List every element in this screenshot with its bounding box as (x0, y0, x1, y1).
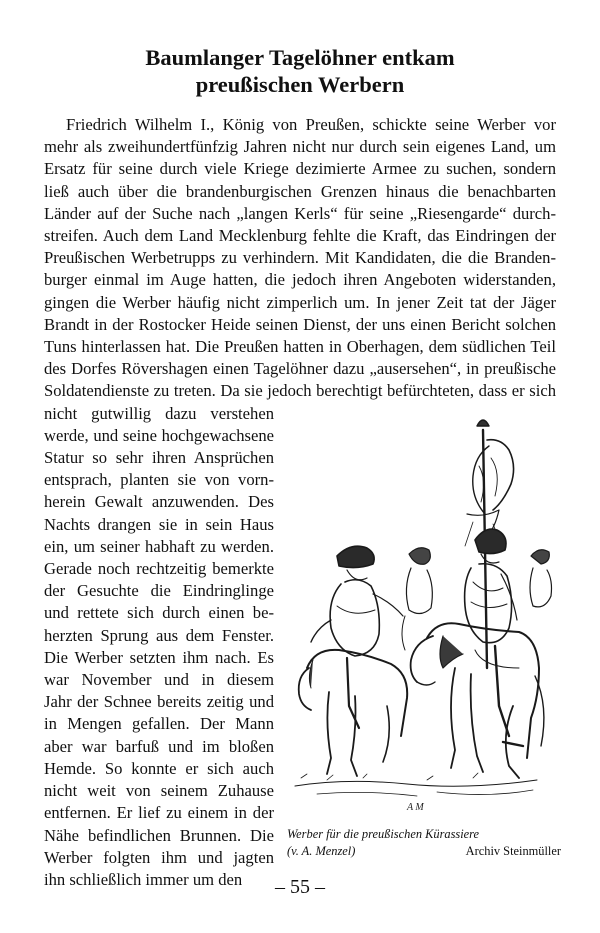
title-line-2: preußischen Werbern (195, 72, 405, 97)
illustration-cavalry-recruiters (287, 406, 559, 826)
body-line: Die Werber setzten ihm nach. Es (44, 647, 274, 667)
body-line: Werber folgten ihm und jagten (44, 847, 274, 867)
sketch-drawing (287, 406, 559, 826)
body-line: Jahr der Schnee bereits zeitig und (44, 692, 274, 712)
body-line: Soldatendienste zu treten. Da sie jedoch berechtigt befürchteten, dass er sich (44, 381, 556, 401)
body-line: Nachts drangen sie in sein Haus (44, 514, 274, 534)
body-line: Tuns hinterlassen hat. Die Preußen hatten in Oberhagen, dem südlichen Teil (44, 337, 556, 357)
body-line: aber war barfuß und im bloßen (44, 736, 274, 756)
body-line: Gerade noch rechtzeitig bemerkte (44, 559, 274, 579)
caption-title: Werber für die preußischen Kürassiere (287, 827, 480, 841)
body-line: herzten Sprung aus dem Fenster. (44, 625, 274, 645)
body-line: entfernen. Er lief zu einem in der (44, 803, 274, 823)
title-line-1: Baumlanger Tagelöhner entkam (145, 45, 455, 70)
body-line: Ersatz für seine durch viele Kriege dezimierte Armee zu suchen, sondern (44, 159, 556, 179)
page-title (60, 44, 540, 98)
body-line: Nähe befindlichen Brunnen. Die (44, 825, 274, 845)
figure-caption (287, 826, 561, 860)
artist-signature: A M (407, 802, 424, 813)
body-line: nicht weit von seinem Zuhause (44, 781, 274, 801)
body-line: gingen die Werber häufig nicht zimperlich um. In jener Zeit tat der Jäger (44, 292, 556, 312)
body-line: des Dorfes Rövershagen einen Tagelöhner dazu „ausersehen“, in preußische (44, 359, 556, 379)
body-line: Preußischen Werbetrupps zu verhindern. Mit Kandidaten, die die Branden- (44, 248, 556, 268)
body-line: nicht gutwillig dazu verstehen (44, 403, 274, 423)
body-line: Friedrich Wilhelm I., König von Preußen, schickte seine Werber vor (66, 115, 556, 134)
body-line: ihn schließlich immer um den (44, 869, 243, 889)
body-line: ein, um seiner habhaft zu werden. (44, 536, 274, 556)
body-line: burger einmal im Auge hatten, die jedoch ihren Angeboten widerstanden, (44, 270, 556, 290)
body-line: ließ auch über die brandenburgischen Grenzen hinaus die benachbarten (44, 181, 556, 201)
body-line: Statur so sehr ihren Ansprüchen (44, 448, 274, 468)
body-line: in Mengen gefallen. Der Mann (44, 714, 274, 734)
caption-second-row (287, 843, 561, 860)
body-line: Länder auf der Suche nach „langen Kerls“ für seine „Riesengarde“ durch- (44, 203, 556, 223)
body-line: Brandt in der Rostocker Heide seinen Dienst, der uns einen Bericht solchen (44, 314, 556, 334)
body-line: herein Gewalt anzuwenden. Des (44, 492, 274, 512)
body-line: streifen. Auch dem Land Mecklenburg fehlte die Kraft, das Eindringen der (44, 226, 556, 246)
body-line: und rettete sich durch einen be- (44, 603, 274, 623)
body-line: der Gesuchte die Eindringlinge (44, 581, 274, 601)
body-line: war November und in diesem (44, 670, 274, 690)
caption-credit: Archiv Steinmüller (465, 844, 561, 858)
body-line: mehr als zweihundertfünfzig Jahren nicht nur durch sein eigenes Land, um (44, 137, 556, 157)
caption-artist: (v. A. Menzel) (287, 844, 356, 858)
page-number: – 55 – (275, 876, 325, 898)
body-line: werde, und seine hochgewachsene (44, 425, 274, 445)
body-line: Hemde. So konnte er sich auch (44, 758, 274, 778)
body-line: entsprach, planten sie von vorn- (44, 470, 274, 490)
